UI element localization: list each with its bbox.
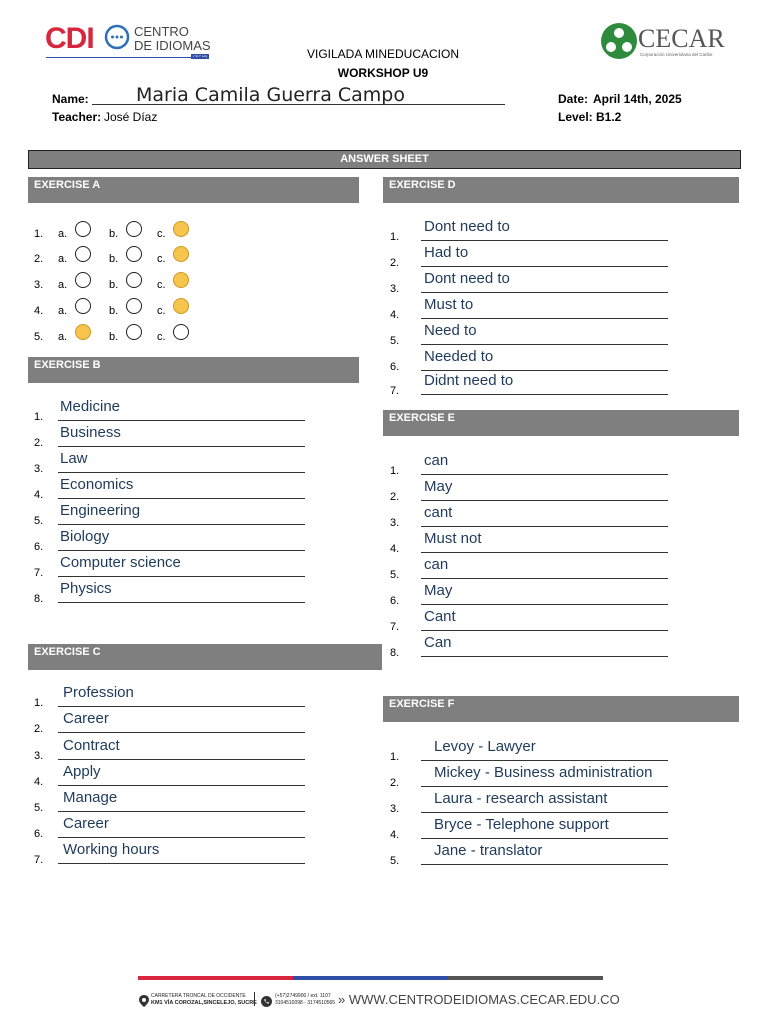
exercise-b-item-number: 5. <box>34 515 44 527</box>
exercise-c-answer-line <box>58 863 305 864</box>
exercise-a-option-a-radio[interactable] <box>75 246 91 262</box>
teacher-label: Teacher: <box>52 110 102 124</box>
exercise-f-item-number: 2. <box>390 777 400 789</box>
exercise-a-option-label: a. <box>58 305 68 317</box>
exercise-b-answer[interactable]: Medicine <box>60 398 121 415</box>
exercise-a-option-label: c. <box>157 228 166 240</box>
exercise-a-item-number: 5. <box>34 331 44 343</box>
exercise-c-answer-line <box>58 706 305 707</box>
exercise-e-answer-line <box>421 604 668 605</box>
cdi-logo-underline <box>46 57 206 58</box>
header-line-1: VIGILADA MINEDUCACION <box>306 47 460 61</box>
exercise-b-answer[interactable]: Business <box>60 424 121 441</box>
exercise-b-answer[interactable]: Economics <box>60 476 134 493</box>
exercise-b-answer-line <box>58 446 305 447</box>
exercise-b-item-number: 3. <box>34 463 44 475</box>
exercise-b-answer[interactable]: Law <box>60 450 88 467</box>
exercise-f-item-number: 1. <box>390 751 400 763</box>
exercise-e-answer-line <box>421 526 668 527</box>
exercise-e-item-number: 7. <box>390 621 400 633</box>
exercise-a-option-b-radio[interactable] <box>126 246 142 262</box>
exercise-f-answer-line <box>421 786 668 787</box>
footer-bar-blue <box>293 976 448 980</box>
cdi-logo-text-1: CENTRO <box>134 24 189 39</box>
exercise-a-option-label: b. <box>109 279 119 291</box>
exercise-a-option-c-radio[interactable] <box>173 324 189 340</box>
exercise-d-answer-line <box>421 344 668 345</box>
exercise-f-title: EXERCISE F <box>383 696 739 722</box>
exercise-a-item-number: 3. <box>34 279 44 291</box>
exercise-d-answer-line <box>421 266 668 267</box>
exercise-c-answer-line <box>58 759 305 760</box>
exercise-b-item-number: 4. <box>34 489 44 501</box>
exercise-c-answer[interactable]: Working hours <box>63 841 160 858</box>
exercise-d-item-number: 5. <box>390 335 400 347</box>
footer-address-2: KM1 VÍA COROZAL,SINCELEJO, SUCRE <box>151 1000 257 1006</box>
location-pin-icon <box>139 994 149 1012</box>
exercise-b-answer-line <box>58 550 305 551</box>
exercise-f-answer-line <box>421 760 668 761</box>
exercise-a-item-number: 2. <box>34 253 44 265</box>
exercise-d-answer[interactable]: Dont need to <box>424 218 510 235</box>
exercise-d-item-number: 3. <box>390 283 400 295</box>
exercise-a-option-label: c. <box>157 279 166 291</box>
exercise-c-item-number: 4. <box>34 776 44 788</box>
exercise-e-answer-line <box>421 500 668 501</box>
exercise-a-option-a-radio[interactable] <box>75 221 91 237</box>
exercise-a-option-label: c. <box>157 253 166 265</box>
cdi-logo-text-2: DE IDIOMAS <box>134 38 211 53</box>
exercise-a-option-label: a. <box>58 228 68 240</box>
exercise-f-answer[interactable]: Levoy - Lawyer <box>434 738 536 755</box>
cecar-logo-sub: Corporación Universitaria del Caribe <box>640 52 713 57</box>
exercise-f-answer[interactable]: Mickey - Business administration <box>434 764 653 781</box>
exercise-f-answer[interactable]: Laura - research assistant <box>434 790 608 807</box>
exercise-a-option-c-radio[interactable] <box>173 298 189 314</box>
exercise-d-item-number: 7. <box>390 385 400 397</box>
exercise-c-item-number: 6. <box>34 828 44 840</box>
exercise-b-answer-line <box>58 472 305 473</box>
date-label: Date: <box>558 92 589 106</box>
footer-bar-gray <box>448 976 603 980</box>
exercise-a-option-b-radio[interactable] <box>126 324 142 340</box>
exercise-e-item-number: 4. <box>390 543 400 555</box>
chat-bubble-icon <box>104 24 130 50</box>
exercise-b-item-number: 6. <box>34 541 44 553</box>
exercise-e-answer[interactable]: Cant <box>424 608 456 625</box>
exercise-a-option-label: b. <box>109 253 119 265</box>
exercise-f-answer[interactable]: Bryce - Telephone support <box>434 816 609 833</box>
level-value: B1.2 <box>596 110 622 124</box>
exercise-a-option-label: b. <box>109 305 119 317</box>
exercise-d-answer-line <box>421 240 668 241</box>
exercise-a-option-label: a. <box>58 331 68 343</box>
exercise-c-item-number: 7. <box>34 854 44 866</box>
exercise-b-item-number: 7. <box>34 567 44 579</box>
exercise-c-answer[interactable]: Career <box>63 815 109 832</box>
footer-phone-1: (+57)2749900 / ext. 1107 <box>275 993 331 999</box>
exercise-d-answer[interactable]: Needed to <box>424 348 494 365</box>
exercise-f-item-number: 5. <box>390 855 400 867</box>
exercise-b-answer-line <box>58 420 305 421</box>
exercise-e-answer[interactable]: can <box>424 556 449 573</box>
exercise-c-answer-line <box>58 811 305 812</box>
exercise-e-answer[interactable]: May <box>424 582 453 599</box>
exercise-a-option-b-radio[interactable] <box>126 221 142 237</box>
exercise-a-option-label: b. <box>109 331 119 343</box>
exercise-b-item-number: 8. <box>34 593 44 605</box>
exercise-b-answer-line <box>58 524 305 525</box>
exercise-c-item-number: 1. <box>34 697 44 709</box>
exercise-a-option-b-radio[interactable] <box>126 272 142 288</box>
exercise-f-item-number: 4. <box>390 829 400 841</box>
exercise-c-title: EXERCISE C <box>28 644 382 670</box>
exercise-e-answer-line <box>421 474 668 475</box>
exercise-d-answer[interactable]: Had to <box>424 244 469 261</box>
exercise-e-item-number: 8. <box>390 647 400 659</box>
exercise-b-answer[interactable]: Biology <box>60 528 110 545</box>
exercise-e-answer-line <box>421 630 668 631</box>
cecar-logo-text: CECAR <box>638 24 725 53</box>
exercise-f-answer-line <box>421 838 668 839</box>
exercise-f-item-number: 3. <box>390 803 400 815</box>
exercise-e-item-number: 2. <box>390 491 400 503</box>
exercise-e-title: EXERCISE E <box>383 410 739 436</box>
footer-phone-2: 3104510098 - 3174510565 <box>275 1000 336 1006</box>
exercise-b-answer-line <box>58 498 305 499</box>
exercise-e-answer[interactable]: May <box>424 478 453 495</box>
exercise-a-title: EXERCISE A <box>28 177 359 203</box>
exercise-a-option-c-radio[interactable] <box>173 221 189 237</box>
teacher-value: José Díaz <box>104 110 158 124</box>
exercise-e-answer[interactable]: can <box>424 452 449 469</box>
exercise-d-answer-line <box>421 318 668 319</box>
exercise-c-answer[interactable]: Apply <box>63 763 101 780</box>
exercise-c-answer[interactable]: Manage <box>63 789 118 806</box>
exercise-b-answer[interactable]: Computer science <box>60 554 181 571</box>
exercise-a-option-c-radio[interactable] <box>173 272 189 288</box>
name-label: Name: <box>52 92 89 106</box>
exercise-a-item-number: 1. <box>34 228 44 240</box>
exercise-d-title: EXERCISE D <box>383 177 739 203</box>
exercise-e-answer[interactable]: Must not <box>424 530 482 547</box>
exercise-e-answer[interactable]: Can <box>424 634 452 651</box>
exercise-a-option-label: b. <box>109 228 119 240</box>
exercise-a-option-a-radio[interactable] <box>75 324 91 340</box>
exercise-d-answer[interactable]: Didnt need to <box>424 372 514 389</box>
exercise-d-answer[interactable]: Need to <box>424 322 477 339</box>
exercise-b-answer[interactable]: Physics <box>60 580 112 597</box>
exercise-b-title: EXERCISE B <box>28 357 359 383</box>
exercise-c-answer[interactable]: Contract <box>63 737 120 754</box>
exercise-f-answer-line <box>421 812 668 813</box>
exercise-f-answer[interactable]: Jane - translator <box>434 842 543 859</box>
exercise-e-item-number: 1. <box>390 465 400 477</box>
date-value: April 14th, 2025 <box>593 92 682 106</box>
exercise-a-option-c-radio[interactable] <box>173 246 189 262</box>
exercise-d-item-number: 1. <box>390 231 400 243</box>
exercise-e-answer[interactable]: cant <box>424 504 453 521</box>
exercise-b-answer-line <box>58 576 305 577</box>
exercise-c-item-number: 5. <box>34 802 44 814</box>
exercise-e-answer-line <box>421 656 668 657</box>
exercise-a-option-label: c. <box>157 305 166 317</box>
exercise-e-item-number: 6. <box>390 595 400 607</box>
exercise-c-item-number: 3. <box>34 750 44 762</box>
exercise-a-option-label: a. <box>58 279 68 291</box>
exercise-c-answer-line <box>58 837 305 838</box>
exercise-d-item-number: 2. <box>390 257 400 269</box>
footer-divider <box>254 992 255 1006</box>
exercise-b-item-number: 1. <box>34 411 44 423</box>
level-label: Level: <box>558 110 593 124</box>
footer-bar-red <box>138 976 293 980</box>
exercise-e-answer-line <box>421 578 668 579</box>
exercise-a-option-label: a. <box>58 253 68 265</box>
footer-address-1: CARRETERA TRONCAL DE OCCIDENTE <box>151 993 246 999</box>
cdi-logo-tag: CECAR <box>193 54 208 59</box>
exercise-e-answer-line <box>421 552 668 553</box>
exercise-c-answer[interactable]: Profession <box>63 684 134 701</box>
exercise-c-answer[interactable]: Career <box>63 710 109 727</box>
exercise-b-answer-line <box>58 602 305 603</box>
exercise-a-option-a-radio[interactable] <box>75 272 91 288</box>
exercise-c-item-number: 2. <box>34 723 44 735</box>
phone-icon <box>261 994 272 1012</box>
exercise-a-option-b-radio[interactable] <box>126 298 142 314</box>
exercise-f-answer-line <box>421 864 668 865</box>
exercise-d-answer[interactable]: Must to <box>424 296 474 313</box>
answer-sheet-banner: ANSWER SHEET <box>28 150 741 169</box>
exercise-d-item-number: 6. <box>390 361 400 373</box>
exercise-a-option-label: c. <box>157 331 166 343</box>
exercise-b-item-number: 2. <box>34 437 44 449</box>
exercise-e-item-number: 3. <box>390 517 400 529</box>
exercise-a-item-number: 4. <box>34 305 44 317</box>
exercise-c-answer-line <box>58 732 305 733</box>
name-value: Maria Camila Guerra Campo <box>136 84 405 106</box>
cecar-emblem-icon <box>600 22 638 60</box>
exercise-e-item-number: 5. <box>390 569 400 581</box>
exercise-a-option-a-radio[interactable] <box>75 298 91 314</box>
exercise-d-item-number: 4. <box>390 309 400 321</box>
exercise-d-answer-line <box>421 394 668 395</box>
exercise-b-answer[interactable]: Engineering <box>60 502 141 519</box>
exercise-d-answer-line <box>421 370 668 371</box>
cdi-logo-mark: CDI <box>45 22 94 55</box>
exercise-c-answer-line <box>58 785 305 786</box>
exercise-d-answer[interactable]: Dont need to <box>424 270 510 287</box>
header-line-2: WORKSHOP U9 <box>337 66 429 80</box>
footer-website[interactable]: » WWW.CENTRODEIDIOMAS.CECAR.EDU.CO <box>338 992 620 1007</box>
exercise-d-answer-line <box>421 292 668 293</box>
